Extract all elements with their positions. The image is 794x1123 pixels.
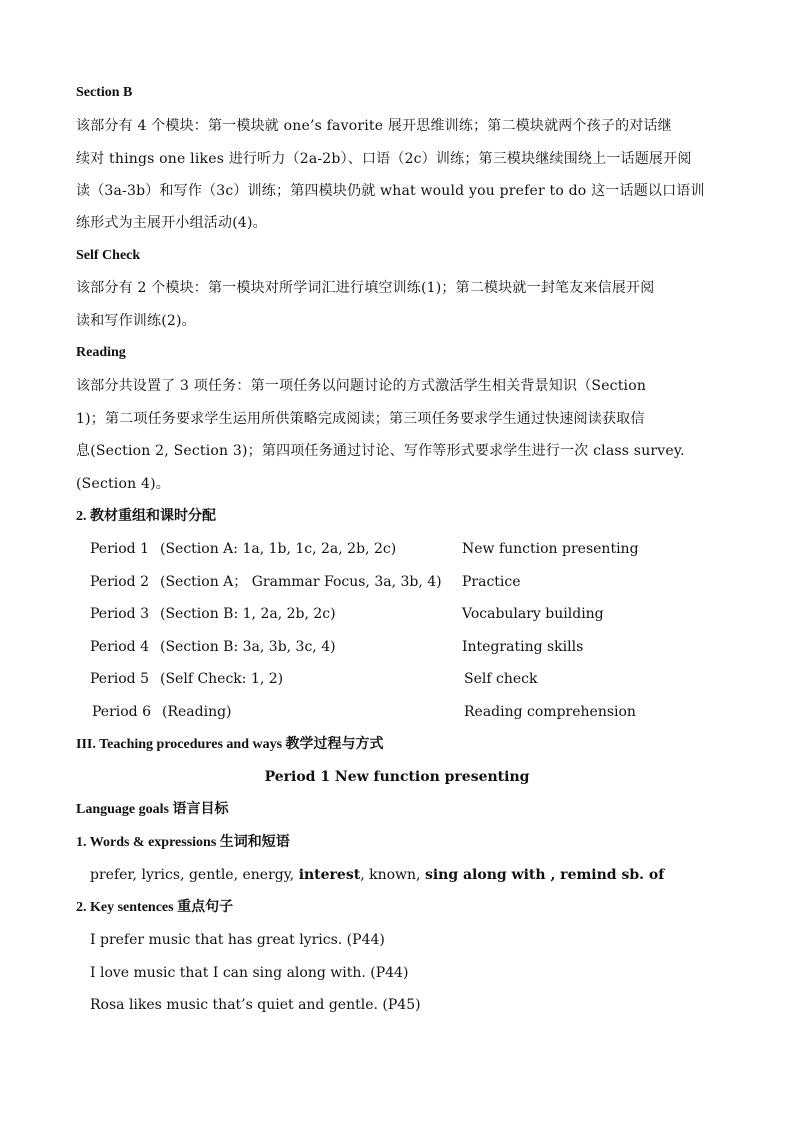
- reading-line-4: (Section 4)。: [76, 476, 170, 492]
- period-name: Period 3: [90, 606, 149, 622]
- words-plain-2: , known,: [360, 867, 425, 883]
- teaching-heading: III. Teaching procedures and ways 教学过程与方式: [76, 737, 384, 752]
- key-sentence: I prefer music that has great lyrics. (P44): [90, 932, 385, 948]
- section-b-line-2: 续对 things one likes 进行听力（2a-2b）、口语（2c）训练；第三模块继续围绕上一话题展开阅: [76, 151, 692, 167]
- period-sections: (Section B: 1, 2a, 2b, 2c): [160, 606, 336, 622]
- section-b-line-1: 该部分有 4 个模块：第一模块就 one’s favorite 展开思维训练；第二模块就两个孩子的对话继: [76, 118, 672, 134]
- period-type: Reading comprehension: [464, 704, 636, 720]
- words-bold-interest: interest: [298, 867, 361, 883]
- period-type: Self check: [464, 671, 538, 687]
- reading-line-2: 1)；第二项任务要求学生运用所供策略完成阅读；第三项任务要求学生通过快速阅读获取信: [76, 411, 645, 427]
- period-type: Integrating skills: [462, 639, 584, 655]
- self-check-line-1: 该部分有 2 个模块：第一模块对所学词汇进行填空训练(1)；第二模块就一封笔友来信展开阅: [76, 280, 655, 296]
- period-name: Period 6: [92, 704, 151, 720]
- self-check-line-2: 读和写作训练(2)。: [76, 313, 196, 329]
- language-goals-heading: Language goals 语言目标: [76, 802, 229, 817]
- words-heading: 1. Words & expressions 生词和短语: [76, 835, 290, 850]
- period-name: Period 2: [90, 574, 149, 590]
- sentences-heading: 2. Key sentences 重点句子: [76, 900, 234, 915]
- words-bold-phrases: sing along with , remind sb. of: [424, 867, 665, 883]
- reading-line-1: 该部分共设置了 3 项任务：第一项任务以问题讨论的方式激活学生相关背景知识（Section: [76, 378, 647, 394]
- self-check-heading: Self Check: [76, 248, 141, 263]
- period-title: Period 1 New function presenting: [264, 769, 530, 785]
- words-plain: prefer, lyrics, gentle, energy,: [90, 867, 299, 883]
- words-line: [90, 865, 664, 885]
- key-sentence: Rosa likes music that’s quiet and gentle. (P45): [90, 997, 421, 1013]
- regroup-heading: 2. 教材重组和课时分配: [76, 509, 216, 524]
- key-sentence: I love music that I can sing along with. (P44): [90, 965, 409, 981]
- section-b-line-3: 读（3a-3b）和写作（3c）训练；第四模块仍就 what would you prefer to do 这一话题以口语训: [76, 183, 705, 199]
- period-name: Period 1: [90, 541, 149, 557]
- period-sections: (Reading): [162, 704, 232, 720]
- period-sections: (Section A: 1a, 1b, 1c, 2a, 2b, 2c): [160, 541, 397, 557]
- period-name: Period 5: [90, 671, 149, 687]
- period-type: Vocabulary building: [462, 606, 604, 622]
- section-b-line-4: 练形式为主展开小组活动(4)。: [76, 215, 267, 231]
- period-sections: (Section A； Grammar Focus, 3a, 3b, 4): [160, 574, 442, 590]
- period-type: Practice: [462, 574, 521, 590]
- reading-line-3: 息(Section 2, Section 3)；第四项任务通过讨论、写作等形式要求学生进行一次 class survey.: [76, 443, 685, 459]
- section-b-heading: Section B: [76, 85, 133, 100]
- reading-heading: Reading: [76, 345, 126, 360]
- period-sections: (Section B: 3a, 3b, 3c, 4): [160, 639, 336, 655]
- period-type: New function presenting: [462, 541, 639, 557]
- period-sections: (Self Check: 1, 2): [160, 671, 284, 687]
- period-name: Period 4: [90, 639, 149, 655]
